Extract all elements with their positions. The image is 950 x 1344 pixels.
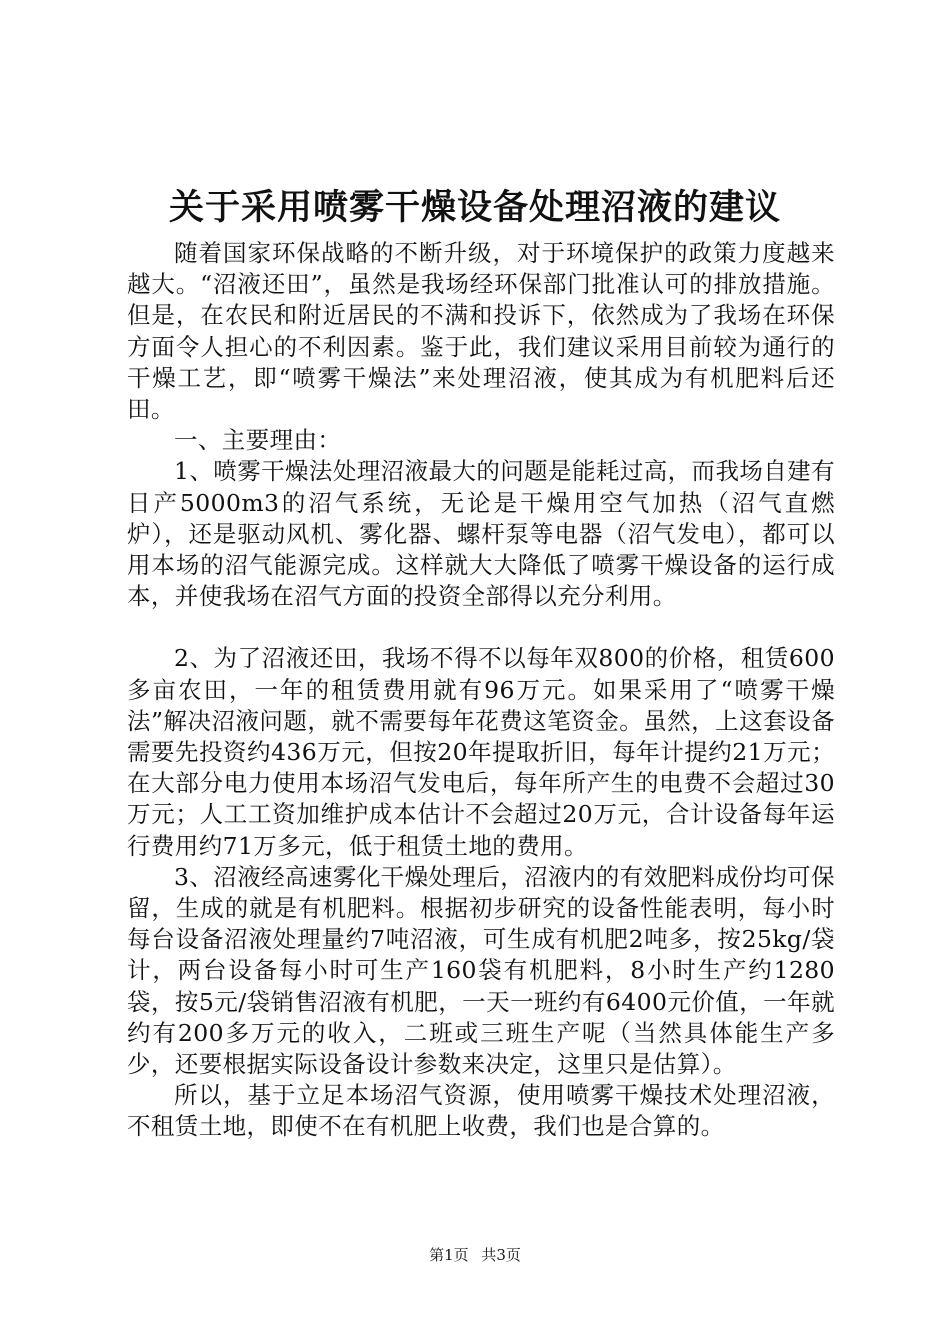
section-heading-main-reasons: 一、主要理由：	[174, 426, 342, 455]
paragraph-conclusion: 所以，基于立足本场沼气资源，使用喷雾干燥技术处理沼液，不租赁土地，即使不在有机肥上收费，我们也是合算的。	[127, 1081, 835, 1141]
paragraph-reason-2: 2、为了沼液还田，我场不得不以每年双800的价格，租赁600多亩农田，一年的租赁费用就有96万元。如果采用了“喷雾干燥法”解决沼液问题，就不需要每年花费这笔资金。虽然，上这套设备需要先投资约436万元，但按20年提取折旧，每年计提约21万元；在大部分电力使用本场沼气发电后，每年所产生的电费不会超过30万元；人工工资加维护成本估计不会超过20万元，合计设备每年运行费用约71万多元，低于租赁土地的费用。	[127, 644, 835, 860]
page-footer	[0, 1244, 950, 1266]
document-title: 关于采用喷雾干燥设备处理沼液的建议	[168, 187, 781, 228]
document-body	[127, 238, 835, 1143]
paragraph-reason-3: 3、沼液经高速雾化干燥处理后，沼液内的有效肥料成份均可保留，生成的就是有机肥料。根据初步研究的设备性能表明，每小时每台设备沼液处理量约7吨沼液，可生成有机肥2吨多，按25kg/袋计，两台设备每小时可生产160袋有机肥料，8小时生产约1280袋，按5元/袋销售沼液有机肥，一天一班约有6400元价值，一年就约有200多万元的收入，二班或三班生产呢（当然具体能生产多少，还要根据实际设备设计参数来决定，这里只是估算）。	[127, 862, 835, 1079]
paragraph-reason-1: 1、喷雾干燥法处理沼液最大的问题是能耗过高，而我场自建有日产5000m3的沼气系统，无论是干燥用空气加热（沼气直燃炉），还是驱动风机、雾化器、螺杆泵等电器（沼气发电），都可以用本场的沼气能源完成。这样就大大降低了喷雾干燥设备的运行成本，并使我场在沼气方面的投资全部得以充分利用。	[127, 457, 835, 611]
page-number: 第1页	[429, 1246, 469, 1264]
paragraph-intro: 随着国家环保战略的不断升级，对于环境保护的政策力度越来越大。“沼液还田”，虽然是我场经环保部门批准认可的排放措施。但是，在农民和附近居民的不满和投诉下，依然成为了我场在环保方面令人担心的不利因素。鉴于此，我们建议采用目前较为通行的干燥工艺，即“喷雾干燥法”来处理沼液，使其成为有机肥料后还田。	[127, 239, 835, 424]
page-total: 共3页	[481, 1246, 521, 1264]
